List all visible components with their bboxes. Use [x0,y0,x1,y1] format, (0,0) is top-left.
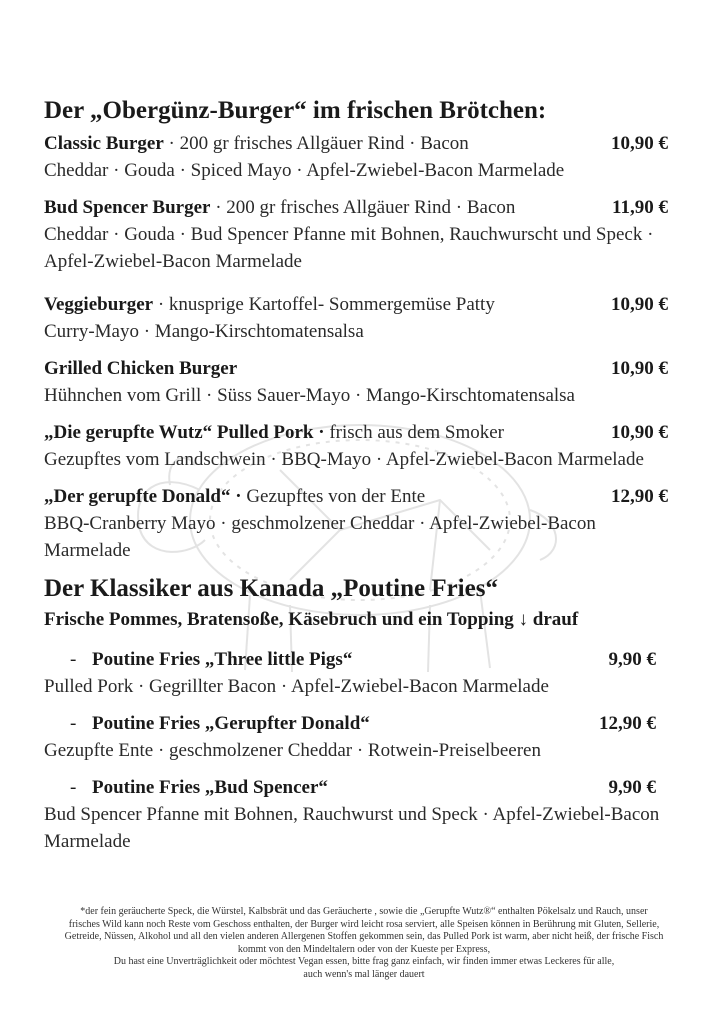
item-head [44,483,668,510]
burger-section-title: Der „Obergünz-Burger“ im frischen Brötchen: [44,97,547,124]
item-price: 10,90 € [611,422,668,443]
item-description: Gezupfte Ente · geschmolzener Cheddar · Rotwein-Preiselbeeren [44,740,541,761]
item-name: Classic Burger [44,133,164,154]
item-price: 9,90 € [608,649,656,670]
footnote-line: Du hast eine Unverträglichkeit oder möchtest Vegan essen, bitte frag ganz einfach, wir finden immer etwas Leckeres für alle, [113,956,615,967]
menu-item-poutine-bud-spencer [44,774,668,855]
menu-item-grilled-chicken-burger [44,355,668,409]
item-head [44,419,668,446]
menu-item-pulled-pork [44,419,668,473]
item-name: Veggieburger [44,294,154,315]
item-head [44,130,668,157]
footnote-line: Getreide, Nüssen, Alkohol und all den vielen anderen Allergenen Stoffen gekommen sein, das Pulled Pork ist warm, aber nicht heiß, der frische Fisch [64,931,664,942]
item-name: „Die gerupfte Wutz“ Pulled Pork · [44,422,325,443]
item-name: Poutine Fries „Bud Spencer“ [92,777,328,798]
list-dash: - [70,777,77,798]
item-head [44,646,668,673]
item-description: Cheddar · Gouda · Spiced Mayo · Apfel-Zwiebel-Bacon Marmelade [44,160,565,181]
list-dash: - [70,713,77,734]
footnote-line: *der fein geräucherte Speck, die Würstel, Kalbsbrät und das Geräucherte , sowie die „Gerupfte Wutz®“ enthalten Pökelsalz und Rauch, unser [80,906,648,917]
item-price: 10,90 € [611,133,668,154]
item-description: Hühnchen vom Grill · Süss Sauer-Mayo · Mango-Kirschtomatensalsa [44,385,575,406]
menu-item-poutine-gerupfter-donald [44,710,668,764]
menu-item-classic-burger [44,130,668,184]
item-price: 10,90 € [611,358,668,379]
menu-item-poutine-three-little-pigs [44,646,668,700]
item-description: Bud Spencer Pfanne mit Bohnen, Rauchwurst und Speck · Apfel-Zwiebel-Bacon Marmelade [44,804,660,852]
footnote-line: auch wenn's mal länger dauert [303,968,425,980]
menu-item-veggieburger [44,291,668,345]
item-price: 11,90 € [612,197,668,218]
item-name: Bud Spencer Burger [44,197,211,218]
menu-item-bud-spencer-burger [44,194,668,275]
item-price: 10,90 € [611,294,668,315]
item-lead: Gezupftes von der Ente [241,486,426,507]
item-lead: · 200 gr frisches Allgäuer Rind · Bacon [163,133,469,154]
item-description: Curry-Mayo · Mango-Kirschtomatensalsa [44,321,364,342]
item-head [44,355,668,382]
item-head [44,774,668,801]
item-description: BBQ-Cranberry Mayo · geschmolzener Cheddar · Apfel-Zwiebel-Bacon Marmelade [44,513,596,561]
item-lead: · knusprige Kartoffel- Sommergemüse Patty [153,294,495,315]
menu [44,96,668,865]
poutine-section-subtitle: Frische Pommes, Bratensoße, Käsebruch und ein Topping ↓ drauf [44,609,579,630]
item-head [44,291,668,318]
footnote-line: frisches Wild kann noch Reste vom Geschoss enthalten, der Burger wird leicht rosa serviert, alle Speisen können in Berührung mit Gluten, Sellerie, [68,918,660,930]
item-lead: · 200 gr frisches Allgäuer Rind · Bacon [210,197,516,218]
item-name: „Der gerupfte Donald“ · [44,486,242,507]
item-name: Poutine Fries „Gerupfter Donald“ [92,713,370,734]
item-description: Gezupftes vom Landschwein · BBQ-Mayo · Apfel-Zwiebel-Bacon Marmelade [44,449,644,470]
item-name: Grilled Chicken Burger [44,358,238,379]
item-price: 12,90 € [611,486,668,507]
item-lead: frisch aus dem Smoker [324,422,504,443]
footnote-line: kommt von den Mindeltalern oder von der Kueste per Express, [237,943,491,955]
list-dash: - [70,649,77,670]
item-price: 9,90 € [608,777,656,798]
item-head [44,194,668,221]
item-description: Cheddar · Gouda · Bud Spencer Pfanne mit Bohnen, Rauchwurscht und Speck · Apfel-Zwiebel-Bacon Marmelade [44,224,654,272]
item-name: Poutine Fries „Three little Pigs“ [92,649,353,670]
item-head [44,710,668,737]
menu-item-gerupfte-donald [44,483,668,564]
poutine-section-title: Der Klassiker aus Kanada „Poutine Fries“ [44,575,498,602]
item-description: Pulled Pork · Gegrillter Bacon · Apfel-Zwiebel-Bacon Marmelade [44,676,549,697]
item-price: 12,90 € [599,713,656,734]
allergen-footnote [44,906,684,981]
